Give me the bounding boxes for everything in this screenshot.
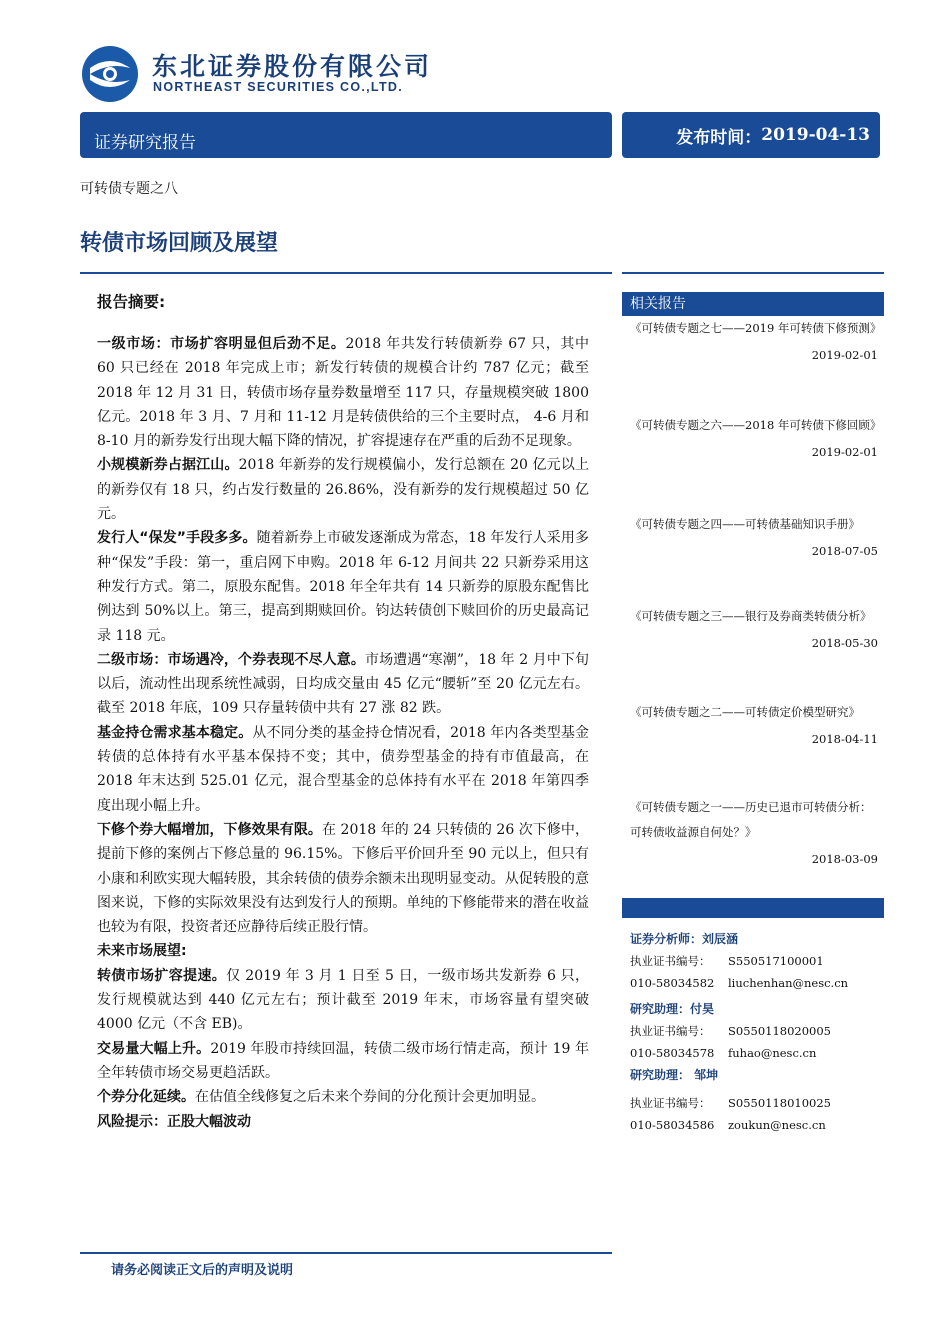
para-text: 在估值全线修复之后未来个券间的分化预计会更加明显。 <box>195 1089 545 1106</box>
outlook-paragraph <box>97 1085 589 1109</box>
analyst-contact <box>630 1042 880 1064</box>
outlook-paragraph <box>97 1037 589 1086</box>
related-report-date: 2018-04-11 <box>811 732 878 746</box>
disclaimer: 请务必阅读正文后的声明及说明 <box>111 1263 294 1278</box>
related-report-date: 2019-02-01 <box>811 348 878 362</box>
publish-date-banner <box>622 112 880 158</box>
divider <box>80 272 612 274</box>
analyst-block <box>630 998 880 1064</box>
email-link[interactable]: zoukun@nesc.cn <box>728 1118 826 1132</box>
summary-heading: 报告摘要: <box>97 293 166 311</box>
related-report-date: 2019-02-01 <box>811 445 878 459</box>
related-report-item[interactable] <box>630 512 878 558</box>
company-name-en: NORTHEAST SECURITIES CO.,LTD. <box>153 80 403 94</box>
license-number: S0550118020005 <box>728 1024 831 1038</box>
license-label: 执业证书编号： <box>630 954 711 968</box>
summary-paragraph <box>97 648 589 721</box>
phone: 010-58034578 <box>630 1046 715 1060</box>
related-report-date: 2018-07-05 <box>811 544 878 558</box>
analyst-license <box>630 1020 880 1042</box>
summary-paragraph <box>97 721 589 818</box>
report-type-banner <box>80 112 612 158</box>
para-lead: 二级市场：市场遇冷，个券表现不尽人意。 <box>97 651 365 668</box>
license-number: S550517100001 <box>728 954 824 968</box>
para-lead: 下修个券大幅增加，下修效果有限。 <box>97 821 322 838</box>
publish-label: 发布时间： <box>676 127 762 148</box>
analyst-role: 研究助理： 邹坤 <box>630 1068 719 1082</box>
related-report-title: 《可转债专题之四——可转债基础知识手册》 <box>630 517 860 531</box>
para-text: 市场遭遇“寒潮”，18 年 2 月中下旬以后，流动性出现系统性减弱，日均成交量由 45 亿元“腰斩”至 20 亿元左右。截至 2018 年底，109 只存量转债中共有 27 涨 82 跌。 <box>97 651 590 717</box>
para-lead: 一级市场 <box>97 336 156 352</box>
related-report-item[interactable] <box>630 316 882 362</box>
related-reports-heading: 相关报告 <box>622 292 884 316</box>
analyst-block <box>630 928 880 994</box>
email-link[interactable]: fuhao@nesc.cn <box>728 1046 817 1060</box>
related-report-title: 《可转债专题之二——可转债定价模型研究》 <box>630 705 860 719</box>
related-report-item[interactable] <box>630 700 878 746</box>
company-name-cn: 东北证券股份有限公司 <box>152 52 433 81</box>
para-text: 在 2018 年的 24 只转债的 26 次下修中，提前下修的案例占下修总量的 96.15%。下修后平价回升至 90 元以上，但只有小康和利欧实现大幅转股，其余转债的债券余额未出现明显变动。从促转股的意图来说，下修的实际效果没有达到发行人的预期。单纯的下修能带来的潜在收益也较为有限，投资者还应静待后续正股行情。 <box>97 821 589 936</box>
summary-section <box>97 290 589 1134</box>
related-report-date: 2018-03-09 <box>811 852 878 866</box>
para-text: 从不同分类的基金持仓情况看，2018 年内各类型基金转债的总体持有水平基本保持不变；其中，债券型基金的持有市值最高，在 2018 年末达到 525.01 亿元，混合型基金的总体持有水平在 2018 年第四季度出现小幅上升。 <box>97 724 590 814</box>
related-report-item[interactable] <box>630 604 878 650</box>
para-lead: 发行人“保发”手段多多。 <box>97 530 257 547</box>
summary-paragraph <box>97 818 589 939</box>
para-lead: 个券分化延续。 <box>97 1089 195 1106</box>
summary-paragraph <box>97 453 589 526</box>
related-report-title: 《可转债专题之七——2019 年可转债下修预测》 <box>630 321 882 335</box>
license-number: S0550118010025 <box>728 1096 831 1110</box>
divider <box>80 1252 612 1254</box>
para-text: 2018 年共发行转债新券 67 只，其中 60 只已经在 2018 年完成上市；新发行转债的规模合计约 787 亿元；截至 2018 年 12 月 31 日，转债市场存量券数量增至 117 只，存量规模突破 1800 亿元。2018 年 3 月、7 月和 11-12 月是转债供给的三个主要时点， 4-6 月和 8-10 月的新券发行出现大幅下降的情况，扩容提速存在严重的后劲不足现象。 <box>97 336 590 450</box>
report-type: 证券研究报告 <box>94 133 196 153</box>
analyst-license <box>630 950 880 972</box>
para-text: 随着新券上市破发逐渐成为常态，18 年发行人采用多种“保发”手段：第一，重启网下申购。2018 年 6-12 月间共 22 只新券采用这种发行方式。第二，原股东配售。2018 年全年共有 14 只新券的原股东配售比例达到 50%以上。第三，提高到期赎回价。钧达转债创下赎回价的历史最高记录 118 元。 <box>97 530 589 644</box>
related-report-item[interactable] <box>630 413 882 459</box>
para-lead: 基金持仓需求基本稳定。 <box>97 724 253 741</box>
analyst-contact <box>630 972 880 994</box>
para-lead: 小规模新券占据江山。 <box>97 457 239 474</box>
para-text: 2018 年新券的发行规模偏小，发行总额在 20 亿元以上的新券仅有 18 只，约占发行数量的 26.86%，没有新券的发行规模超过 50 亿元。 <box>97 457 590 523</box>
para-lead: 交易量大幅上升。 <box>97 1040 211 1057</box>
para-lead: 转债市场扩容提速。 <box>97 967 227 984</box>
analyst-contact <box>630 1114 880 1136</box>
phone: 010-58034582 <box>630 976 715 990</box>
phone: 010-58034586 <box>630 1118 715 1132</box>
outlook-heading: 未来市场展望: <box>97 943 187 960</box>
publish-date: 2019-04-13 <box>761 125 870 145</box>
para-text: 2019 年股市持续回温，转债二级市场行情走高，预计 19 年全年转债市场交易更趋活跃。 <box>97 1040 590 1081</box>
related-report-date: 2018-05-30 <box>811 636 878 650</box>
license-label: 执业证书编号： <box>630 1096 711 1110</box>
related-report-item[interactable] <box>630 795 878 866</box>
para-text: 仅 2019 年 3 月 1 日至 5 日，一级市场共发新券 6 只，发行规模就达到 440 亿元左右；预计截至 2019 年末，市场容量有望突破 4000 亿元（不含 EB)。 <box>97 967 590 1033</box>
analyst-role: 研究助理：付昊 <box>630 1002 715 1016</box>
outlook-paragraph <box>97 964 589 1037</box>
series-label: 可转债专题之八 <box>80 181 178 197</box>
related-report-title: 《可转债专题之一——历史已退市可转债分析：可转债收益源自何处？》 <box>630 800 872 839</box>
license-label: 执业证书编号： <box>630 1024 711 1038</box>
related-report-title: 《可转债专题之六——2018 年可转债下修回顾》 <box>630 418 882 432</box>
divider <box>622 272 884 274</box>
para-lead: ：市场扩容明显但后劲不足。 <box>155 336 346 352</box>
risk-note: 风险提示：正股大幅波动 <box>97 1113 251 1130</box>
analyst-license <box>630 1092 880 1114</box>
report-title: 转债市场回顾及展望 <box>80 231 279 256</box>
company-logo <box>80 44 140 104</box>
email-link[interactable]: liuchenhan@nesc.cn <box>728 976 849 990</box>
summary-paragraph <box>97 332 589 453</box>
related-report-title: 《可转债专题之三——银行及券商类转债分析》 <box>630 609 872 623</box>
analyst-block <box>630 1064 880 1136</box>
summary-paragraph <box>97 526 589 647</box>
analyst-role: 证券分析师：刘辰涵 <box>630 932 739 946</box>
analyst-section-bar <box>622 898 884 918</box>
